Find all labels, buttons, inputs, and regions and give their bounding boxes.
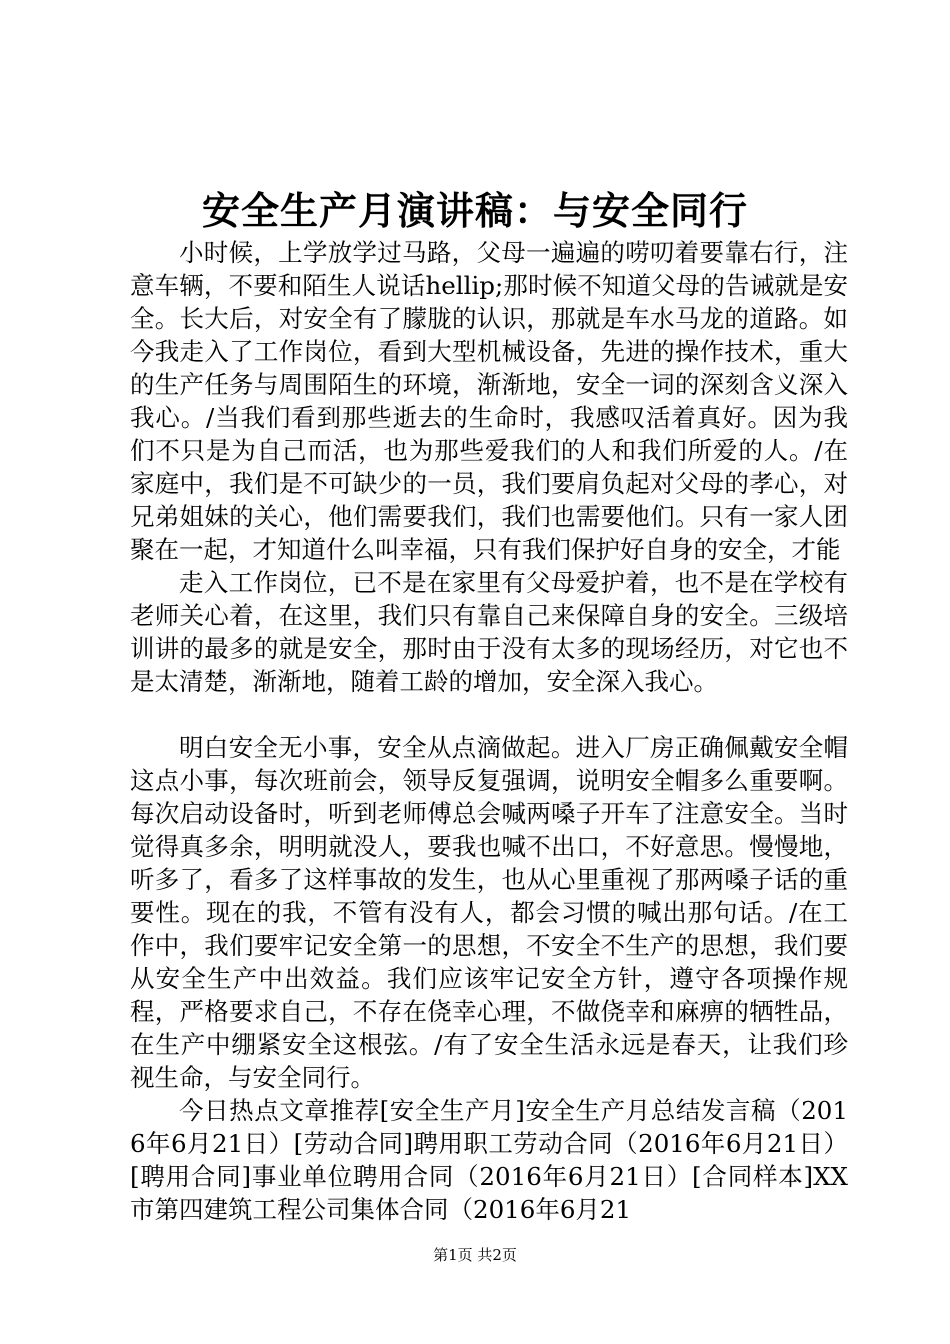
document-title: 安全生产月演讲稿：与安全同行	[201, 188, 748, 233]
paragraph-recommended-articles: 今日热点文章推荐[安全生产月]安全生产月总结发言稿（2016年6月21日）[劳动合同]聘用职工劳动合同（2016年6月21日）[聘用合同]事业单位聘用合同（2016年6月21日）[合同样本]XX市第四建筑工程公司集体合同（2016年6月21	[130, 1096, 848, 1224]
paragraph-safety-details: 明白安全无小事，安全从点滴做起。进入厂房正确佩戴安全帽这点小事，每次班前会，领导反复强调，说明安全帽多么重要啊。每次启动设备时，听到老师傅总会喊两嗓子开车了注意安全。当时觉得真多余，明明就没人，要我也喊不出口，不好意思。慢慢地，听多了，看多了这样事故的发生，也从心里重视了那两嗓子话的重要性。现在的我，不管有没有人，都会习惯的喊出那句话。/在工作中，我们要牢记安全第一的思想，不安全不生产的思想，我们要从安全生产中出效益。我们应该牢记安全方针，遵守各项操作规程，严格要求自己，不存在侥幸心理，不做侥幸和麻痹的牺牲品，在生产中绷紧安全这根弦。/有了安全生活永远是春天，让我们珍视生命，与安全同行。	[130, 733, 848, 1092]
document-body	[130, 236, 848, 1226]
paragraph-childhood: 小时候，上学放学过马路，父母一遍遍的唠叨着要靠右行，注意车辆，不要和陌生人说话hellip;那时候不知道父母的告诫就是安全。长大后，对安全有了朦胧的认识，那就是车水马龙的道路。如今我走入了工作岗位，看到大型机械设备，先进的操作技术，重大的生产任务与周围陌生的环境，渐渐地，安全一词的深刻含义深入我心。/当我们看到那些逝去的生命时，我感叹活着真好。因为我们不只是为自己而活，也为那些爱我们的人和我们所爱的人。/在家庭中，我们是不可缺少的一员，我们要肩负起对父母的孝心，对兄弟姐妹的关心，他们需要我们，我们也需要他们。只有一家人团聚在一起，才知道什么叫幸福，只有我们保护好自身的安全，才能	[130, 238, 848, 564]
page-number-footer: 第1页 共2页	[433, 1246, 517, 1264]
paragraph-work-post: 走入工作岗位，已不是在家里有父母爱护着，也不是在学校有老师关心着，在这里，我们只有靠自己来保障自身的安全。三级培训讲的最多的就是安全，那时由于没有太多的现场经历，对它也不是太清楚，渐渐地，随着工龄的增加，安全深入我心。	[130, 568, 848, 696]
